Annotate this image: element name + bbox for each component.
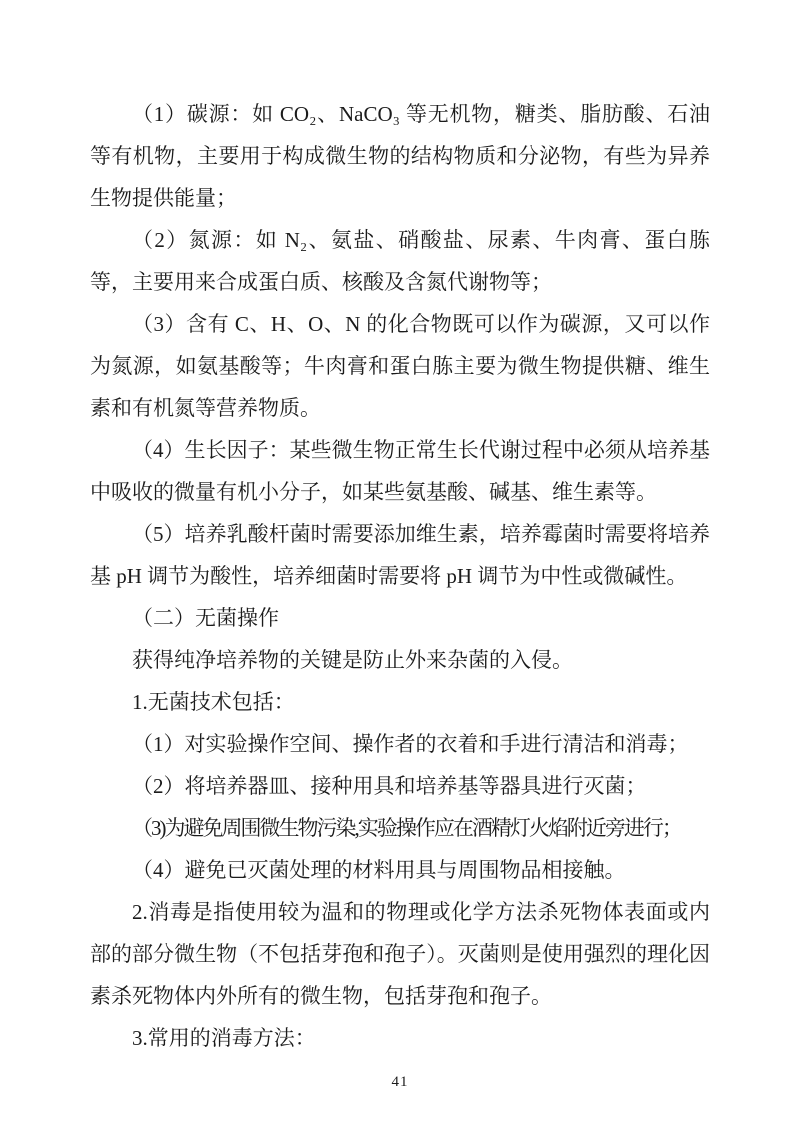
paragraph-growth-factor: （4）生长因子：某些微生物正常生长代谢过程中必须从培养基中吸收的微量有机小分子，如某些氨基酸、碱基、维生素等。 [90, 438, 710, 504]
paragraph-disinfection-vs-sterilization: 2.消毒是指使用较为温和的物理或化学方法杀死物体表面或内部的部分微生物（不包括芽孢和孢子）。灭菌则是使用强烈的理化因素杀死物体内外所有的微生物，包括芽孢和孢子。 [90, 900, 710, 1008]
paragraph-carbon-source: （1）碳源：如 CO₂、NaCO₃ 等无机物，糖类、脂肪酸、石油等有机物，主要用于构成微生物的结构物质和分泌物，有些为异养生物提供能量； [90, 102, 710, 210]
paragraph-aseptic-item-4: （4）避免已灭菌处理的材料用具与周围物品相接触。 [132, 858, 626, 882]
paragraph-chon-compounds: （3）含有 C、H、O、N 的化合物既可以作为碳源，又可以作为氮源，如氨基酸等；牛肉膏和蛋白胨主要为微生物提供糖、维生素和有机氮等营养物质。 [90, 312, 710, 420]
paragraph-pure-culture-key: 获得纯净培养物的关键是防止外来杂菌的入侵。 [132, 648, 573, 672]
section-heading-aseptic-operation: （二）无菌操作 [132, 606, 279, 630]
page-number: 41 [391, 1074, 409, 1090]
paragraph-aseptic-item-3: （3)为避免周围微生物污染,实验操作应在酒精灯火焰附近旁进行； [132, 816, 681, 840]
paragraph-aseptic-item-1: （1）对实验操作空间、操作者的衣着和手进行清洁和消毒； [132, 732, 689, 756]
paragraph-nitrogen-source: （2）氮源：如 N₂、氨盐、硝酸盐、尿素、牛肉膏、蛋白胨等，主要用来合成蛋白质、核酸及含氮代谢物等； [90, 228, 710, 294]
paragraph-aseptic-item-2: （2）将培养器皿、接种用具和培养基等器具进行灭菌； [132, 774, 647, 798]
paragraph-common-disinfection-methods: 3.常用的消毒方法： [132, 1026, 316, 1050]
paragraph-aseptic-techniques-heading: 1.无菌技术包括： [132, 690, 295, 714]
paragraph-ph-adjustment: （5）培养乳酸杆菌时需要添加维生素，培养霉菌时需要将培养基 pH 调节为酸性，培养细菌时需要将 pH 调节为中性或微碱性。 [90, 522, 710, 588]
